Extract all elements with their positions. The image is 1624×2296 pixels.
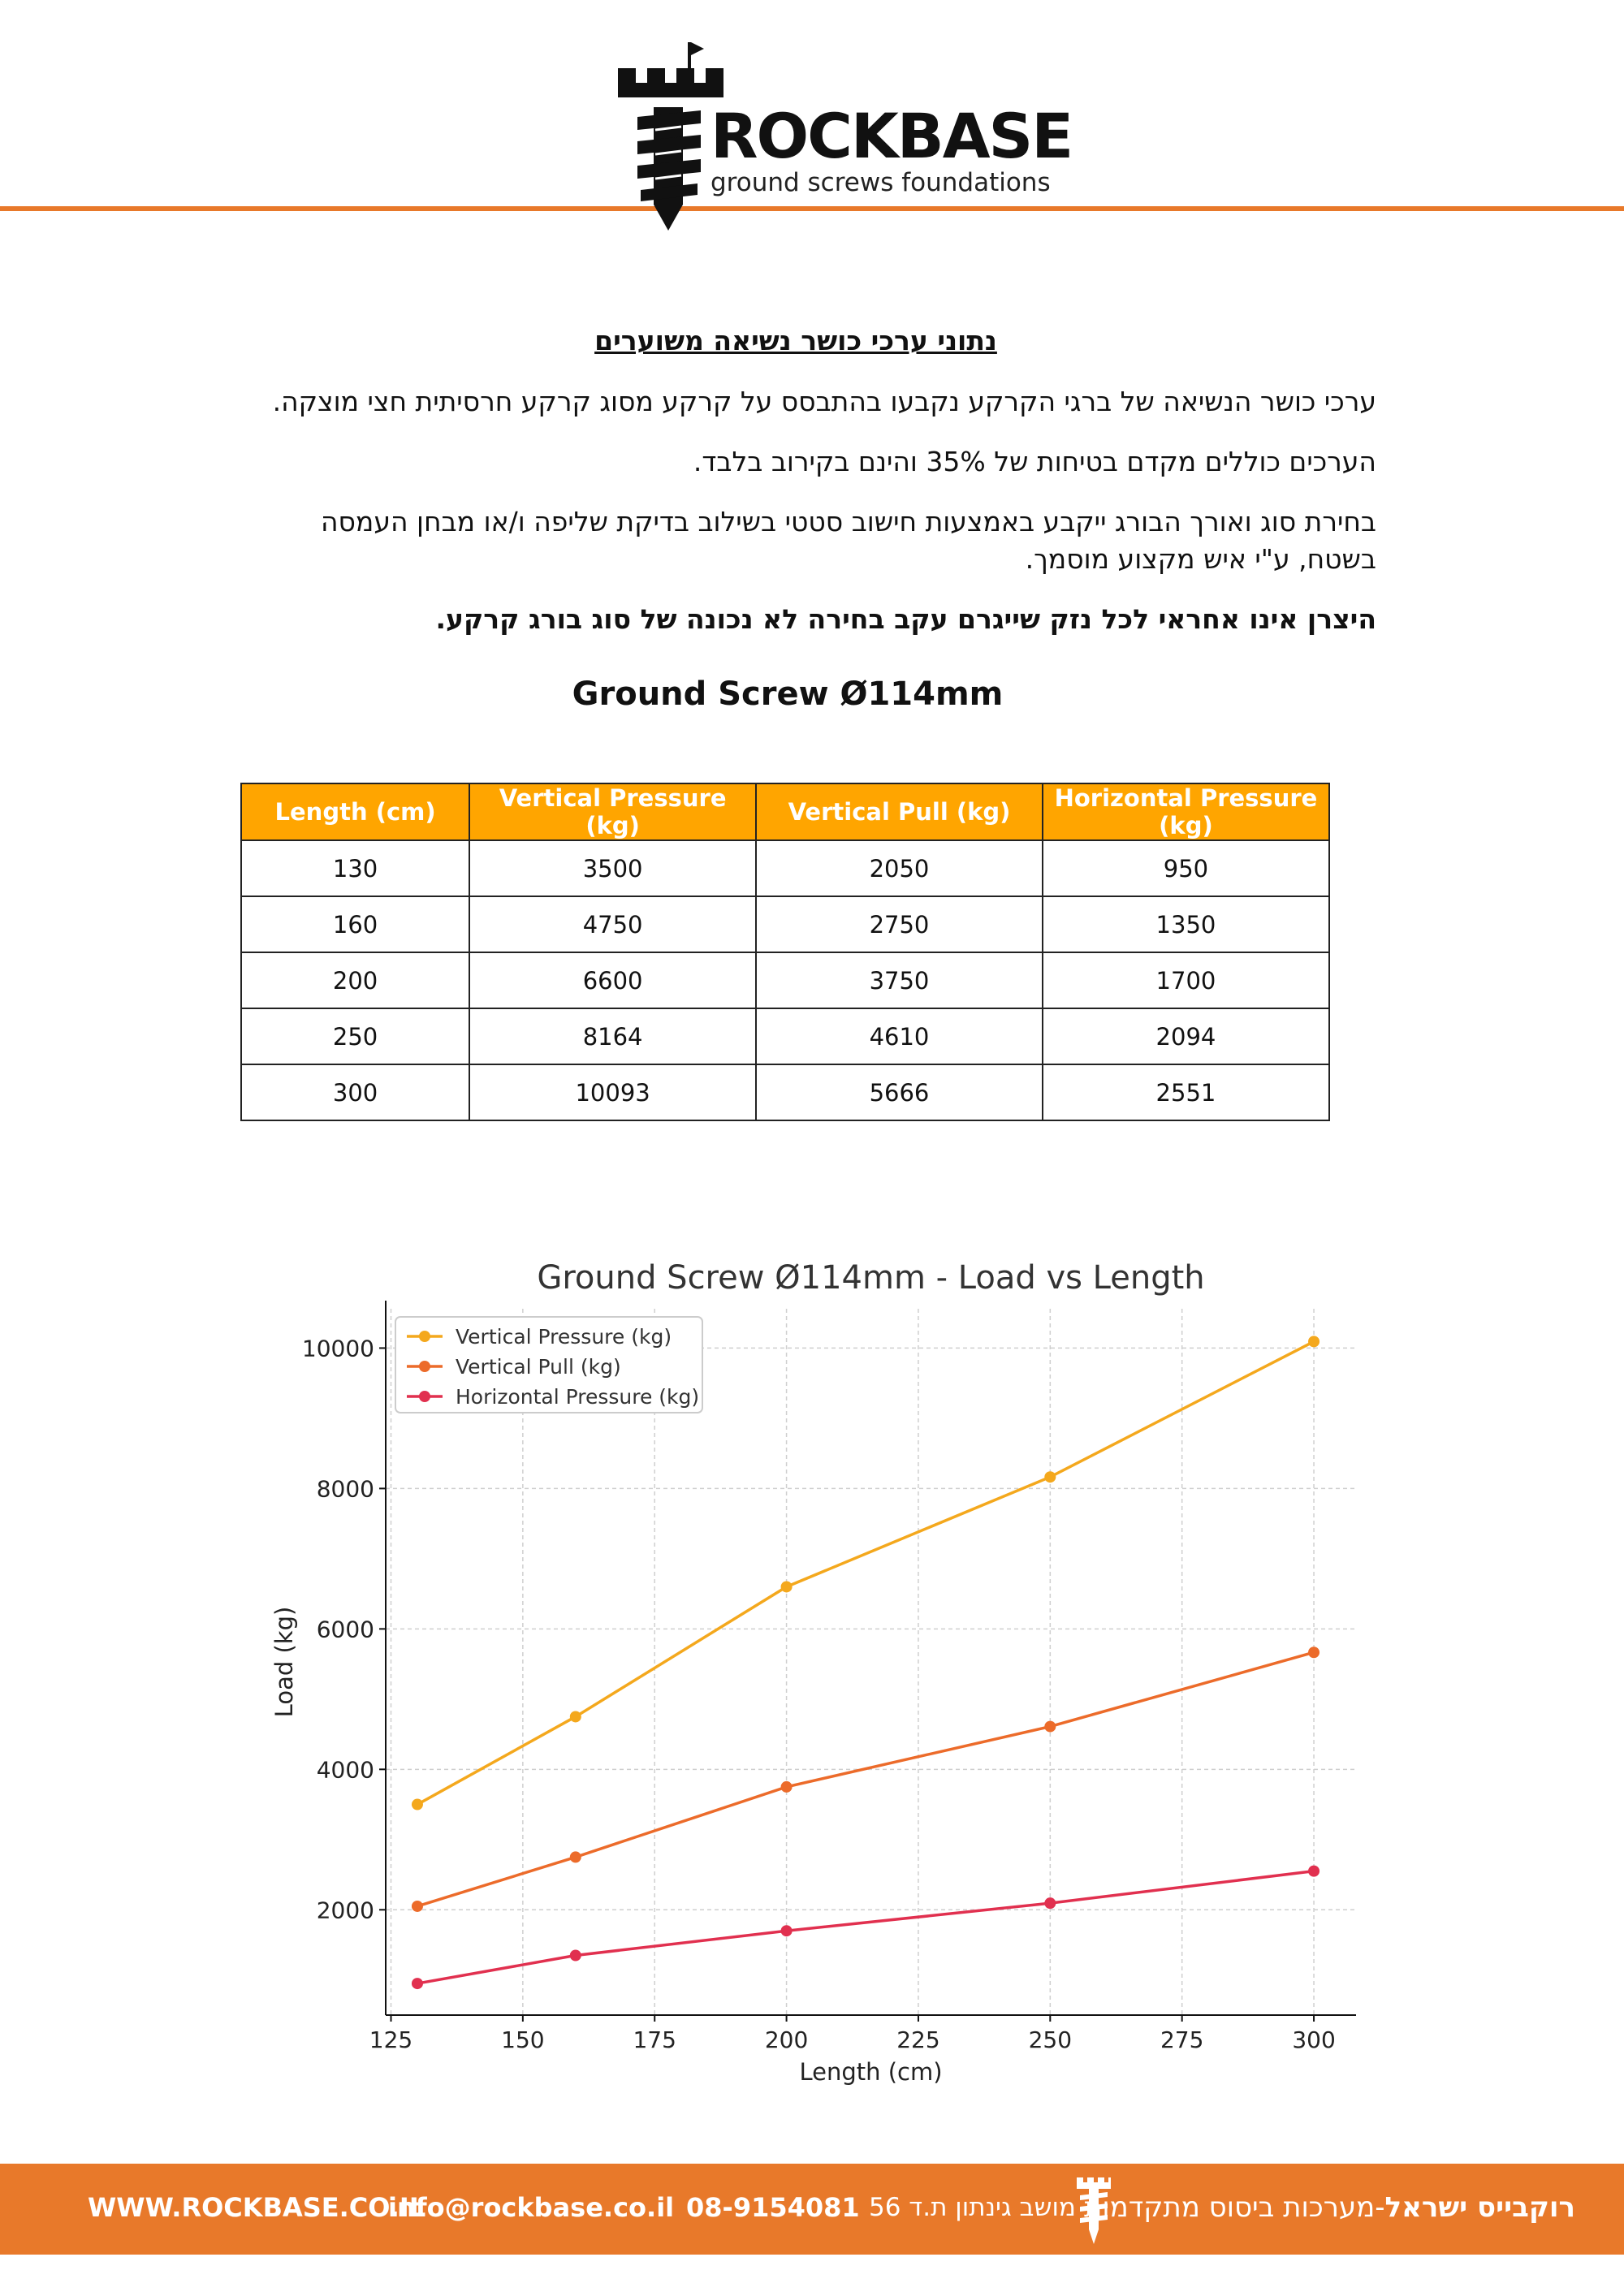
footer-company-name (1084, 2190, 1575, 2225)
tower-screw-logo-icon (613, 39, 727, 234)
series-line-1 (417, 1652, 1314, 1906)
legend-swatch-marker (419, 1331, 430, 1342)
rockbase-logo (613, 39, 1073, 234)
table-cell: 2094 (1043, 1008, 1329, 1064)
data-point (570, 1949, 581, 1961)
data-point (412, 1978, 423, 1989)
table-cell: 8164 (469, 1008, 756, 1064)
data-point (412, 1799, 423, 1810)
table-cell: 2750 (756, 896, 1043, 952)
data-point (1044, 1721, 1056, 1733)
table-cell: 160 (241, 896, 469, 952)
footer-email-link[interactable]: info@rockbase.co.il (388, 2192, 675, 2223)
y-tick-label: 6000 (316, 1616, 374, 1643)
disclaimer-paragraph: היצרן אינו אחראי לכל נזק שייגרם עקב בחירה לא נכונה של סוג בורג קרקע. (435, 603, 1376, 635)
table-cell: 10093 (469, 1064, 756, 1120)
table-cell: 950 (1043, 840, 1329, 896)
table-cell: 3750 (756, 952, 1043, 1008)
x-tick-label: 175 (633, 2026, 676, 2053)
table-cell: 4610 (756, 1008, 1043, 1064)
table-cell: 200 (241, 952, 469, 1008)
x-axis-label: Length (cm) (799, 2058, 943, 2086)
table-title: Ground Screw Ø114mm (572, 675, 1004, 713)
footer-company-bold: רוקבייס ישראל (1384, 2191, 1575, 2224)
table-cell: 3500 (469, 840, 756, 896)
footer-phone[interactable]: 08-9154081 (686, 2192, 860, 2223)
section-title: נתוני ערכי כושר נשיאה משוערים (594, 325, 997, 356)
column-header-vertical-pull: Vertical Pull (kg) (756, 783, 1043, 840)
y-tick-label: 10000 (301, 1335, 374, 1362)
y-axis-label: Load (kg) (270, 1606, 298, 1718)
data-point (781, 1925, 793, 1936)
table-header-row (241, 783, 1329, 840)
table-row (241, 952, 1329, 1008)
legend-label: Horizontal Pressure (kg) (456, 1385, 700, 1409)
legend-swatch-marker (419, 1361, 430, 1372)
table-cell: 2050 (756, 840, 1043, 896)
table-cell: 250 (241, 1008, 469, 1064)
data-point (781, 1781, 793, 1793)
intro-paragraph-3: בחירת סוג ואורך הבורג ייקבע באמצעות חישוב סטטי בשילוב בדיקת שליפה ו/או מבחן העמסה בשטח, ע"י איש מקצוע מוסמך. (320, 506, 1376, 575)
table-row (241, 1008, 1329, 1064)
table-cell: 2551 (1043, 1064, 1329, 1120)
data-point (1044, 1897, 1056, 1909)
data-point (570, 1711, 581, 1722)
table-row (241, 896, 1329, 952)
legend-label: Vertical Pressure (kg) (456, 1325, 672, 1349)
column-header-horizontal-pressure: Horizontal Pressure (kg) (1043, 783, 1329, 840)
x-tick-label: 150 (501, 2026, 545, 2053)
legend-swatch-marker (419, 1391, 430, 1402)
x-tick-label: 200 (764, 2026, 809, 2053)
column-header-length: Length (cm) (241, 783, 469, 840)
footer-company-rest: -מערכות ביסוס מתקדמות (1084, 2191, 1385, 2224)
x-tick-label: 275 (1160, 2026, 1204, 2053)
table-row (241, 840, 1329, 896)
data-point (1044, 1471, 1056, 1482)
table-cell: 300 (241, 1064, 469, 1120)
y-tick-label: 2000 (316, 1897, 374, 1924)
brand-name: ROCKBASE (710, 100, 1073, 172)
table-cell: 1350 (1043, 896, 1329, 952)
table-cell: 1700 (1043, 952, 1329, 1008)
table-row (241, 1064, 1329, 1120)
x-tick-label: 250 (1028, 2026, 1073, 2053)
table-cell: 130 (241, 840, 469, 896)
table-cell: 4750 (469, 896, 756, 952)
intro-paragraph-2: הערכים כוללים מקדם בטיחות של 35% והינם בקירוב בלבד. (693, 446, 1376, 477)
data-point (1308, 1646, 1320, 1658)
table-cell: 6600 (469, 952, 756, 1008)
footer-website-link[interactable]: WWW.ROCKBASE.CO.IL (88, 2192, 426, 2223)
legend-label: Vertical Pull (kg) (456, 1355, 621, 1379)
y-tick-label: 4000 (316, 1756, 374, 1784)
data-point (781, 1581, 793, 1592)
data-point (1308, 1336, 1320, 1347)
chart-title: Ground Screw Ø114mm - Load vs Length (537, 1259, 1205, 1297)
data-point (1308, 1866, 1320, 1877)
load-capacity-table (240, 783, 1330, 1121)
data-point (412, 1901, 423, 1912)
table-cell: 5666 (756, 1064, 1043, 1120)
x-tick-label: 300 (1292, 2026, 1336, 2053)
x-tick-label: 225 (896, 2026, 940, 2053)
series-line-2 (417, 1871, 1314, 1983)
intro-paragraph-1: ערכי כושר הנשיאה של ברגי הקרקע נקבעו בהתבסס על קרקע מסוג קרקע חרסיתית חצי מוצקה. (272, 386, 1376, 417)
footer-address: מושב גינתון ת.ד 56 (869, 2193, 1076, 2222)
column-header-vertical-pressure: Vertical Pressure (kg) (469, 783, 756, 840)
y-tick-label: 8000 (316, 1475, 374, 1503)
brand-tagline: ground screws foundations (710, 168, 1051, 197)
data-point (570, 1851, 581, 1862)
load-vs-length-chart (244, 1250, 1380, 2087)
x-tick-label: 125 (369, 2026, 413, 2053)
